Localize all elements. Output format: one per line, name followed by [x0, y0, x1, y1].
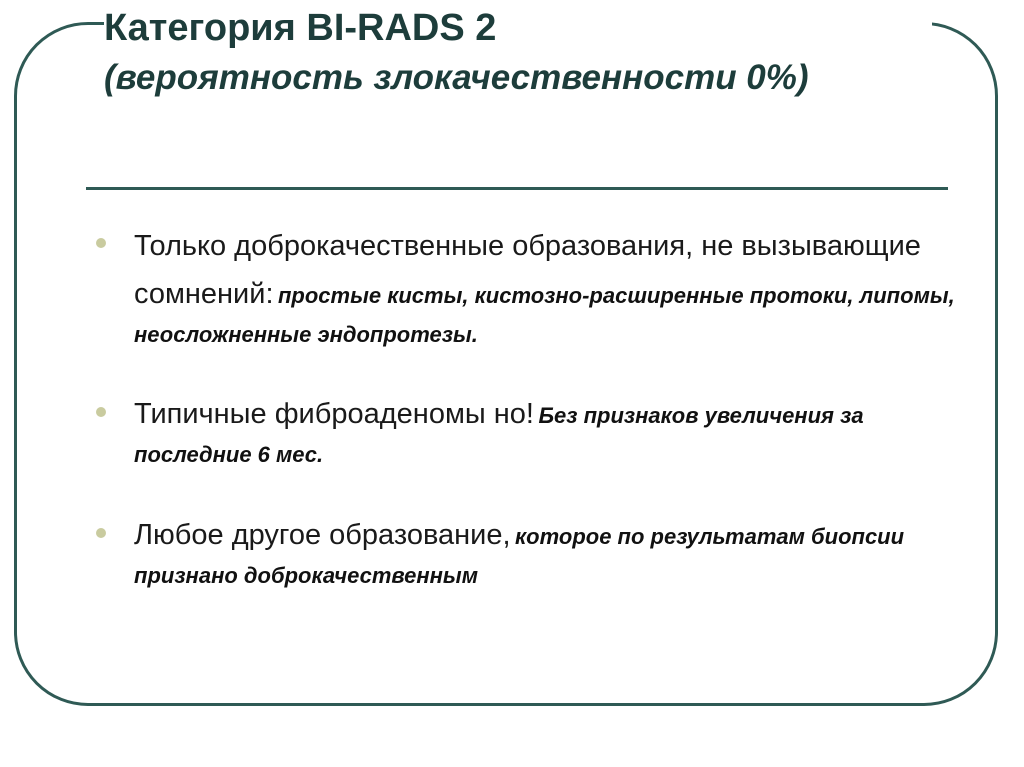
title-block	[104, 4, 932, 102]
bullet-text-normal: Типичные фиброаденомы но!	[134, 398, 534, 430]
bullet-text-bold: Без признаков увеличения за последние 6 мес.	[134, 403, 864, 467]
bullet-text-normal: Любое другое образование,	[134, 519, 511, 551]
title-divider	[86, 187, 948, 190]
bullet-dot-icon	[96, 238, 106, 248]
bullet-item-fibroadenomas	[96, 391, 956, 473]
bullet-text-bold: простые кисты, кистозно-расширенные протоки, липомы, неосложненные эндопротезы.	[134, 283, 955, 347]
bullet-text-bold: которое по результатам биопсии признано доброкачественным	[134, 524, 905, 588]
slide-subtitle: (вероятность злокачественности 0%)	[104, 58, 809, 97]
bullet-item-benign-findings	[96, 222, 956, 352]
bullet-dot-icon	[96, 528, 106, 538]
bullet-item-biopsy-benign	[96, 512, 956, 594]
bullet-text-normal: Только доброкачественные образования, не вызывающие сомнений:	[134, 230, 921, 310]
bullet-list	[96, 222, 956, 633]
bullet-dot-icon	[96, 407, 106, 417]
slide-title: Категория BI-RADS 2	[104, 7, 497, 49]
